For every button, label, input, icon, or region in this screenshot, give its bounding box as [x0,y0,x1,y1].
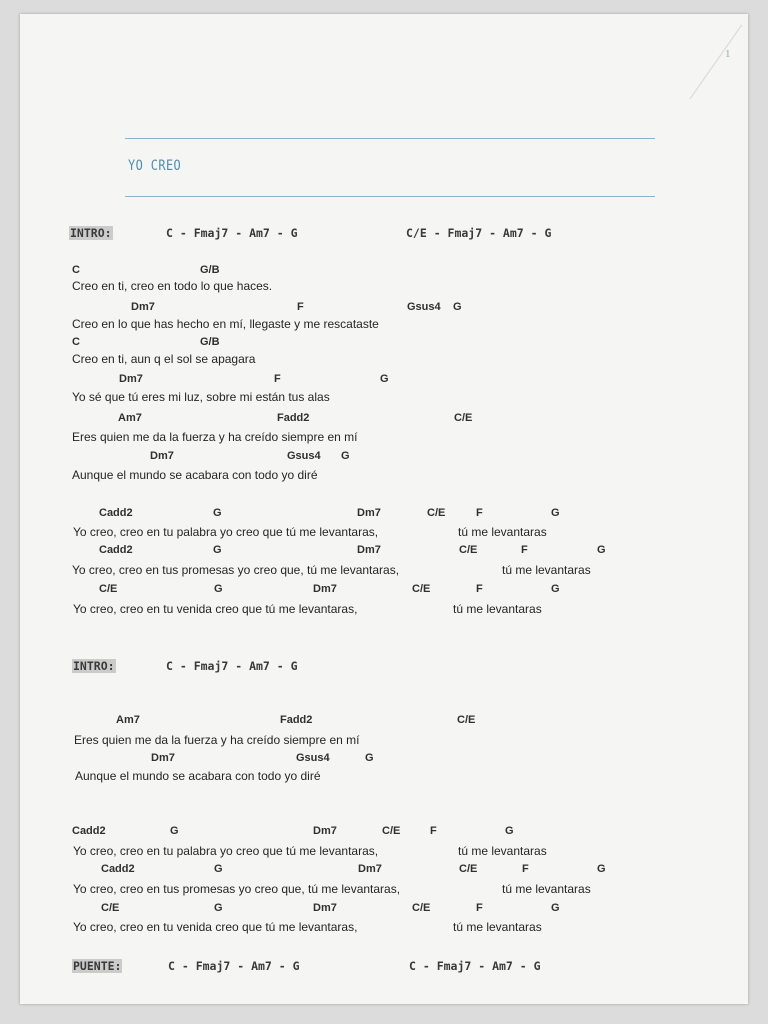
chord: Am7 [116,714,140,726]
chord: Cadd2 [72,825,106,837]
lyric-line: tú me levantaras [453,920,542,934]
lyric-line: Aunque el mundo se acabara con todo yo diré [72,468,318,482]
chord: C/E [99,583,118,595]
chord: G [551,507,560,519]
intro-label: INTRO: [70,226,112,240]
chord: G [551,583,560,595]
lyric-line: Creo en lo que has hecho en mí, llegaste y me rescataste [72,317,379,331]
lyric-line: tú me levantaras [502,882,591,896]
chord: G [170,825,179,837]
chord: Dm7 [119,373,143,385]
chord: C/E [454,412,473,424]
chord: Cadd2 [99,544,133,556]
chord: Dm7 [358,863,382,875]
intro-label: INTRO: [73,659,115,673]
lyric-line: tú me levantaras [458,525,547,539]
chord: G/B [200,336,220,348]
lyric-line: Yo sé que tú eres mi luz, sobre mi están tus alas [72,390,330,404]
chord: G [380,373,389,385]
chord: Cadd2 [101,863,135,875]
chord: Dm7 [357,544,381,556]
lyric-line: tú me levantaras [453,602,542,616]
chord: C/E [412,902,431,914]
lyric-line: Yo creo, creo en tu venida creo que tú me levantaras, [73,920,358,934]
song-title: YO CREO [128,158,182,174]
chord: C/E [457,714,476,726]
chord: Dm7 [131,301,155,313]
chord: C/E [101,902,120,914]
title-bottom-rule [125,196,655,197]
lyric-line: Aunque el mundo se acabara con todo yo diré [75,769,321,783]
lyric-line: tú me levantaras [458,844,547,858]
chord: G [551,902,560,914]
chord: F [476,507,483,519]
chord: C [72,264,80,276]
chord: Fadd2 [280,714,313,726]
intro-progression-b: C/E - Fmaj7 - Am7 - G [406,226,552,240]
chord: G [214,583,223,595]
lyric-line: Yo creo, creo en tu palabra yo creo que tú me levantaras, [73,525,379,539]
title-top-rule [125,138,655,139]
chord: F [476,583,483,595]
chord: G [365,752,374,764]
chord: F [274,373,281,385]
lyric-line: Eres quien me da la fuerza y ha creído siempre en mí [72,430,358,444]
chord: C/E [459,544,478,556]
page-number: 1 [725,48,731,60]
puente-progression-b: C - Fmaj7 - Am7 - G [409,959,541,973]
chord: C/E [382,825,401,837]
intro-progression-a: C - Fmaj7 - Am7 - G [166,226,298,240]
chord: C/E [427,507,446,519]
chord: G [213,544,222,556]
lyric-line: tú me levantaras [502,563,591,577]
paper-crease [690,25,768,134]
chord: Dm7 [313,583,337,595]
chord: Gsus4 [287,450,321,462]
chord: G [214,902,223,914]
chord: Dm7 [313,902,337,914]
lyric-line: Yo creo, creo en tu venida creo que tú me levantaras, [73,602,358,616]
chord: G [597,544,606,556]
lyric-line: Eres quien me da la fuerza y ha creído siempre en mí [74,733,360,747]
chord: F [476,902,483,914]
lyric-line: Yo creo, creo en tus promesas yo creo que, tú me levantaras, [72,563,400,577]
lyric-line: Creo en ti, creo en todo lo que haces. [72,279,273,293]
chord: G [453,301,462,313]
chord: G [505,825,514,837]
lyric-line: Creo en ti, aun q el sol se apagara [72,352,256,366]
chord: F [297,301,304,313]
chord: F [521,544,528,556]
chord: F [430,825,437,837]
chord: Cadd2 [99,507,133,519]
chord: Dm7 [313,825,337,837]
chord: Dm7 [357,507,381,519]
chord: F [522,863,529,875]
chord: C/E [412,583,431,595]
puente-progression-a: C - Fmaj7 - Am7 - G [168,959,300,973]
lyric-line: Yo creo, creo en tus promesas yo creo que, tú me levantaras, [73,882,401,896]
chord: G/B [200,264,220,276]
chord: C [72,336,80,348]
intro-progression: C - Fmaj7 - Am7 - G [166,659,298,673]
chord: G [597,863,606,875]
chord: Gsus4 [407,301,441,313]
puente-label: PUENTE: [73,959,122,973]
chord: G [213,507,222,519]
chord: G [214,863,223,875]
lyric-line: Yo creo, creo en tu palabra yo creo que tú me levantaras, [73,844,379,858]
chord: Dm7 [150,450,174,462]
chord: Dm7 [151,752,175,764]
chord: C/E [459,863,478,875]
chord: Am7 [118,412,142,424]
chord: Gsus4 [296,752,330,764]
chord: Fadd2 [277,412,310,424]
chord: G [341,450,350,462]
